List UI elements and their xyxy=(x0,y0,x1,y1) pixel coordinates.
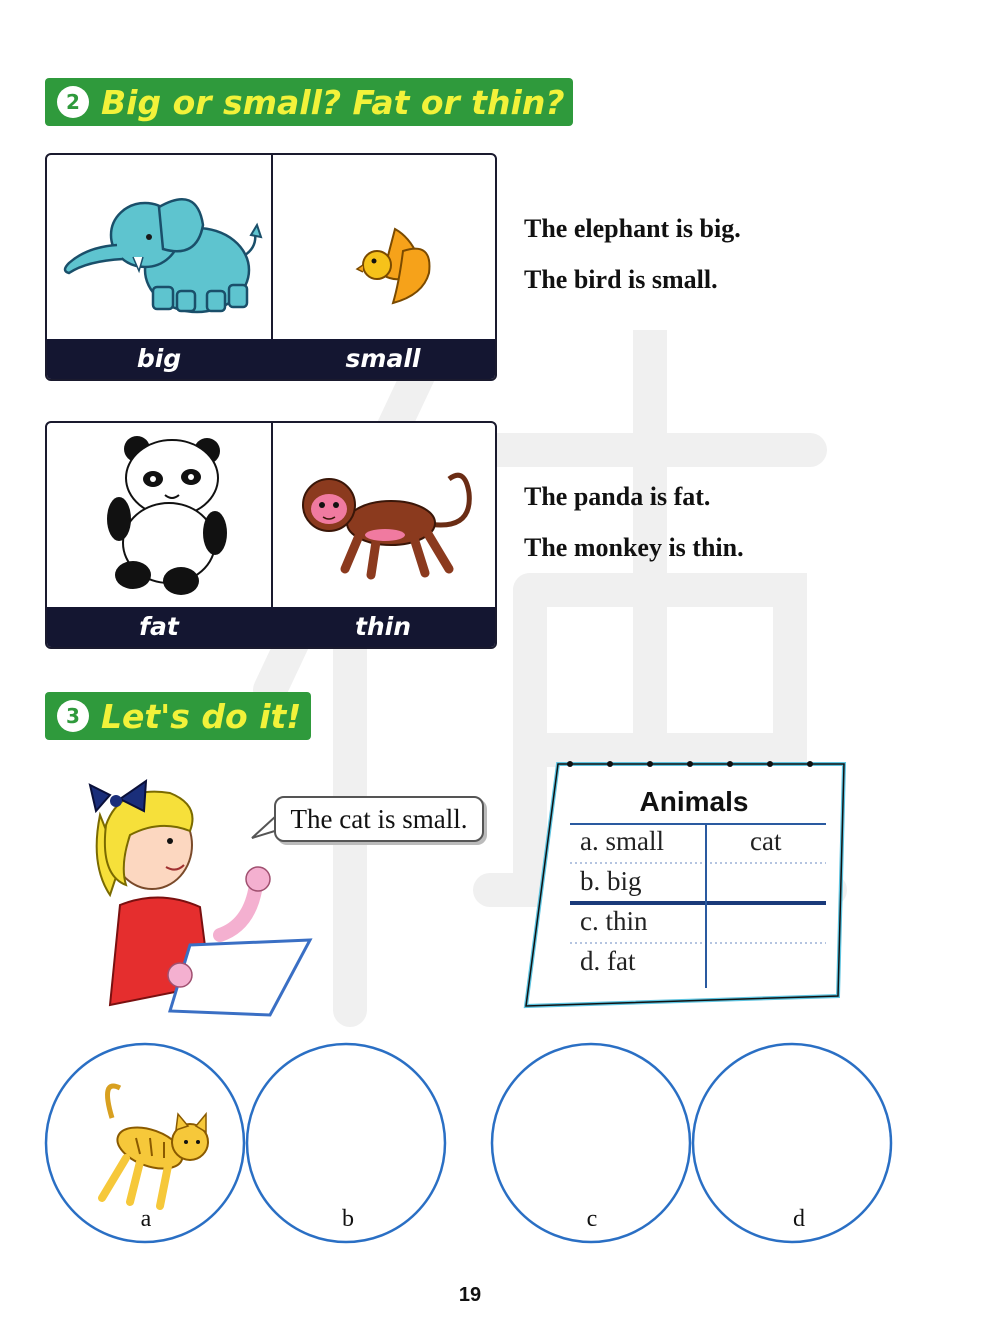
picture-panel-big-small xyxy=(45,153,497,381)
notebook-row-c: c. thin xyxy=(580,906,648,936)
notebook-title: Animals xyxy=(639,786,749,817)
picture-cell-big xyxy=(47,155,273,341)
notebook-answer-a: cat xyxy=(750,826,782,856)
section-2-header xyxy=(45,78,573,126)
caption-thin: thin xyxy=(354,612,412,641)
section-2-number: 2 xyxy=(57,86,89,118)
notebook-row-b: b. big xyxy=(580,866,642,896)
elephant-icon xyxy=(47,155,271,341)
section-2-title: Big or small? Fat or thin? xyxy=(101,82,565,122)
picture-cell-fat xyxy=(47,423,273,609)
notebook-row-d: d. fat xyxy=(580,946,636,976)
cat-icon xyxy=(102,1086,208,1206)
speech-bubble: The cat is small. xyxy=(274,796,484,842)
panda-icon xyxy=(47,423,271,609)
sentence-elephant: The elephant is big. xyxy=(524,214,741,243)
circle-label-a: a xyxy=(140,1206,152,1232)
section-3-number: 3 xyxy=(57,700,89,732)
circle-label-c: c xyxy=(586,1206,598,1232)
page-number: 19 xyxy=(458,1284,482,1306)
picture-cell-small xyxy=(273,155,497,341)
picture-panel-fat-thin xyxy=(45,421,497,649)
circle-label-b: b xyxy=(342,1206,354,1232)
section-3-title: Let's do it! xyxy=(101,696,302,736)
circle-label-d: d xyxy=(793,1206,805,1232)
bird-icon xyxy=(273,155,497,341)
caption-small: small xyxy=(345,344,421,373)
sentence-monkey: The monkey is thin. xyxy=(524,533,744,562)
caption-fat: fat xyxy=(139,612,179,641)
sentence-bird: The bird is small. xyxy=(524,265,718,294)
notebook-row-a: a. small xyxy=(580,826,664,856)
caption-bar-1 xyxy=(47,339,495,379)
caption-bar-2 xyxy=(47,607,495,647)
picture-cell-thin xyxy=(273,423,497,609)
sentence-panda: The panda is fat. xyxy=(524,482,711,511)
caption-big: big xyxy=(136,344,182,373)
monkey-icon xyxy=(273,423,497,609)
answer-circles xyxy=(40,1038,900,1250)
section-3-header xyxy=(45,692,311,740)
